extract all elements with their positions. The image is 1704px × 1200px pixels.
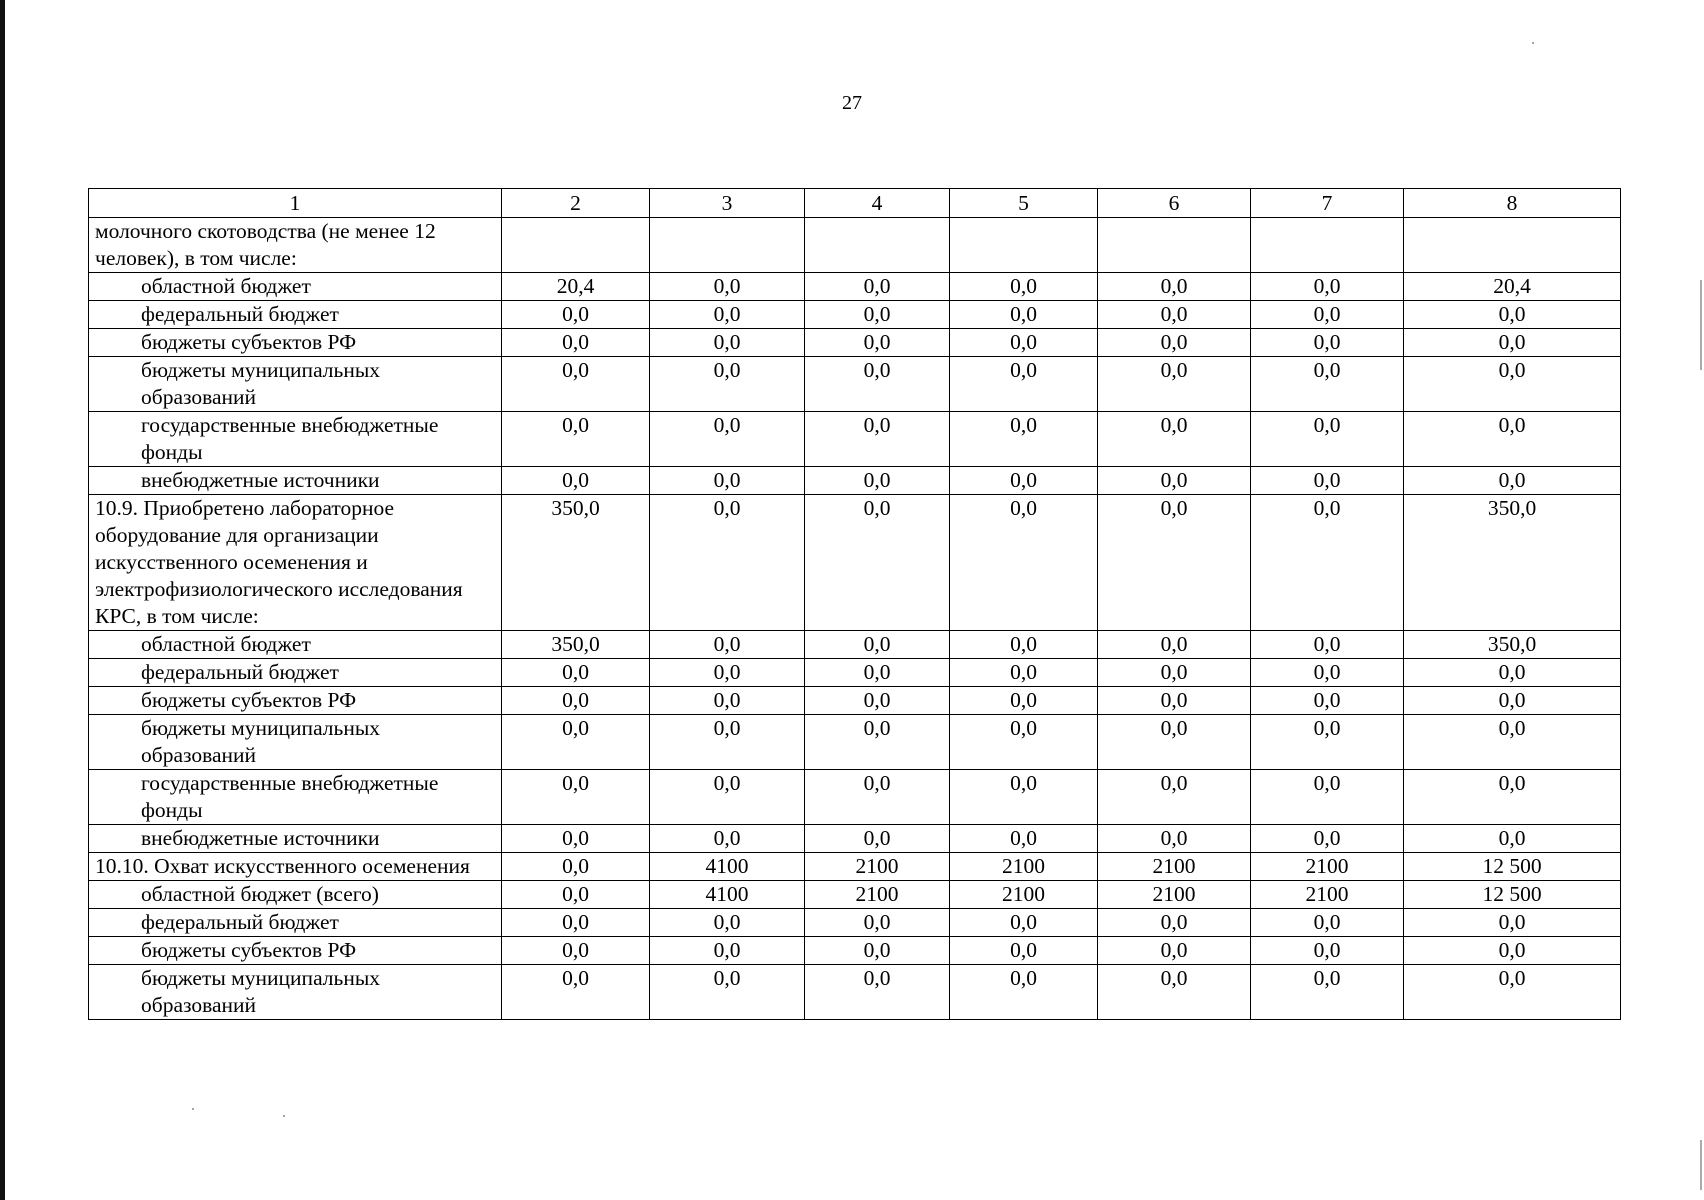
table-row [89,937,1621,965]
value-cell: 0,0 [650,495,805,631]
row-sublabel: внебюджетные источники [89,825,502,853]
table-row [89,825,1621,853]
value-cell: 0,0 [502,357,650,412]
value-cell: 0,0 [502,965,650,1020]
page-number: 27 [842,92,862,114]
value-cell: 4100 [650,881,805,909]
value-cell: 0,0 [1251,825,1404,853]
value-cell: 0,0 [502,853,650,881]
value-cell: 0,0 [805,825,950,853]
value-cell: 0,0 [650,659,805,687]
value-cell: 0,0 [650,273,805,301]
row-sublabel: государственные внебюджетные фонды [89,412,502,467]
value-cell: 0,0 [1098,909,1251,937]
table-row [89,687,1621,715]
value-cell: 0,0 [1404,825,1621,853]
value-cell: 0,0 [1251,770,1404,825]
value-cell: 0,0 [950,357,1098,412]
value-cell: 0,0 [502,329,650,357]
value-cell: 0,0 [1404,329,1621,357]
value-cell: 0,0 [650,631,805,659]
value-cell: 0,0 [950,412,1098,467]
value-cell: 20,4 [1404,273,1621,301]
table-row [89,909,1621,937]
value-cell: 0,0 [1098,412,1251,467]
row-sublabel: бюджеты муниципальных образований [89,715,502,770]
value-cell: 0,0 [1251,467,1404,495]
table-row [89,357,1621,412]
value-cell: 0,0 [650,937,805,965]
value-cell [502,218,650,273]
row-sublabel: бюджеты субъектов РФ [89,687,502,715]
value-cell: 0,0 [950,495,1098,631]
value-cell: 0,0 [805,715,950,770]
value-cell: 0,0 [1098,659,1251,687]
budget-table [88,188,1621,1020]
value-cell: 0,0 [502,770,650,825]
value-cell: 12 500 [1404,881,1621,909]
value-cell: 0,0 [650,467,805,495]
value-cell: 0,0 [805,909,950,937]
table-row [89,715,1621,770]
row-sublabel: бюджеты муниципальных образований [89,357,502,412]
row-sublabel: бюджеты муниципальных образований [89,965,502,1020]
value-cell: 0,0 [950,467,1098,495]
table-row [89,301,1621,329]
value-cell: 0,0 [1251,412,1404,467]
value-cell: 0,0 [502,301,650,329]
value-cell: 0,0 [1251,631,1404,659]
value-cell: 0,0 [650,357,805,412]
value-cell: 0,0 [1404,937,1621,965]
value-cell: 0,0 [502,937,650,965]
value-cell: 0,0 [1098,965,1251,1020]
value-cell: 0,0 [1098,301,1251,329]
value-cell: 0,0 [805,770,950,825]
row-sublabel: областной бюджет (всего) [89,881,502,909]
value-cell: 2100 [1098,881,1251,909]
table-row [89,659,1621,687]
row-sublabel: бюджеты субъектов РФ [89,329,502,357]
value-cell: 0,0 [650,301,805,329]
value-cell: 0,0 [1404,467,1621,495]
value-cell: 0,0 [1251,273,1404,301]
value-cell: 0,0 [650,965,805,1020]
value-cell: 0,0 [1251,937,1404,965]
value-cell: 0,0 [1098,467,1251,495]
row-sublabel: внебюджетные источники [89,467,502,495]
header-cell: 5 [950,189,1098,218]
value-cell: 0,0 [502,467,650,495]
value-cell: 0,0 [1098,715,1251,770]
value-cell: 0,0 [650,329,805,357]
value-cell: 0,0 [502,715,650,770]
value-cell: 2100 [950,881,1098,909]
value-cell: 0,0 [1404,715,1621,770]
value-cell: 0,0 [950,770,1098,825]
scan-speck [192,1108,194,1110]
value-cell: 2100 [805,881,950,909]
value-cell: 0,0 [650,825,805,853]
value-cell: 0,0 [1404,301,1621,329]
value-cell: 0,0 [502,825,650,853]
value-cell: 0,0 [1251,715,1404,770]
value-cell: 0,0 [805,937,950,965]
value-cell: 0,0 [1098,825,1251,853]
value-cell: 0,0 [805,495,950,631]
value-cell: 2100 [1098,853,1251,881]
value-cell [805,218,950,273]
value-cell: 0,0 [805,687,950,715]
value-cell: 0,0 [950,715,1098,770]
value-cell [1404,218,1621,273]
value-cell: 350,0 [502,631,650,659]
value-cell: 0,0 [1251,329,1404,357]
header-cell: 4 [805,189,950,218]
scan-edge-mark [1700,280,1702,370]
value-cell: 0,0 [650,412,805,467]
table-body [89,218,1621,1020]
table-row [89,218,1621,273]
value-cell: 0,0 [805,412,950,467]
table-row [89,770,1621,825]
value-cell: 0,0 [502,659,650,687]
value-cell [650,218,805,273]
row-sublabel: федеральный бюджет [89,301,502,329]
value-cell: 2100 [805,853,950,881]
row-sublabel: областной бюджет [89,631,502,659]
table-row [89,412,1621,467]
row-label: 10.10. Охват искусственного осеменения [89,853,502,881]
value-cell [950,218,1098,273]
value-cell: 4100 [650,853,805,881]
value-cell: 0,0 [650,909,805,937]
value-cell: 0,0 [650,715,805,770]
value-cell: 0,0 [950,909,1098,937]
value-cell: 12 500 [1404,853,1621,881]
header-cell: 8 [1404,189,1621,218]
row-sublabel: федеральный бюджет [89,659,502,687]
value-cell: 0,0 [1404,965,1621,1020]
value-cell: 0,0 [950,301,1098,329]
table-row [89,853,1621,881]
value-cell: 0,0 [805,659,950,687]
value-cell: 0,0 [950,937,1098,965]
value-cell: 0,0 [950,631,1098,659]
table-row [89,273,1621,301]
value-cell: 0,0 [1404,687,1621,715]
value-cell: 0,0 [1251,687,1404,715]
scan-left-edge [0,0,5,1200]
value-cell: 0,0 [1404,659,1621,687]
value-cell: 0,0 [1251,301,1404,329]
table-row [89,631,1621,659]
value-cell: 0,0 [950,329,1098,357]
value-cell [1098,218,1251,273]
value-cell: 0,0 [805,631,950,659]
value-cell: 0,0 [805,965,950,1020]
value-cell: 0,0 [1404,770,1621,825]
value-cell: 0,0 [1098,770,1251,825]
row-sublabel: федеральный бюджет [89,909,502,937]
value-cell: 0,0 [950,273,1098,301]
value-cell: 0,0 [502,881,650,909]
value-cell: 2100 [1251,881,1404,909]
header-cell: 2 [502,189,650,218]
value-cell: 0,0 [650,770,805,825]
value-cell: 2100 [950,853,1098,881]
value-cell: 0,0 [950,687,1098,715]
value-cell: 0,0 [1404,357,1621,412]
value-cell: 0,0 [1251,495,1404,631]
row-label: молочного скотоводства (не менее 12 человек), в том числе: [89,218,502,273]
value-cell: 0,0 [950,965,1098,1020]
value-cell: 0,0 [1404,909,1621,937]
value-cell: 0,0 [805,301,950,329]
value-cell: 0,0 [1251,659,1404,687]
value-cell: 0,0 [502,687,650,715]
row-sublabel: областной бюджет [89,273,502,301]
value-cell: 350,0 [502,495,650,631]
value-cell: 0,0 [1098,273,1251,301]
scan-speck [1532,42,1534,44]
value-cell: 0,0 [805,329,950,357]
value-cell: 0,0 [805,357,950,412]
value-cell: 0,0 [650,687,805,715]
header-cell: 6 [1098,189,1251,218]
value-cell: 0,0 [1404,412,1621,467]
value-cell: 0,0 [950,825,1098,853]
value-cell: 0,0 [1098,357,1251,412]
value-cell: 0,0 [1098,631,1251,659]
value-cell: 350,0 [1404,495,1621,631]
header-cell: 3 [650,189,805,218]
value-cell: 2100 [1251,853,1404,881]
table-row [89,495,1621,631]
value-cell: 0,0 [805,467,950,495]
value-cell: 0,0 [502,412,650,467]
value-cell: 0,0 [1098,687,1251,715]
value-cell: 0,0 [1251,965,1404,1020]
value-cell: 0,0 [1098,495,1251,631]
value-cell [1251,218,1404,273]
table-row [89,329,1621,357]
row-sublabel: государственные внебюджетные фонды [89,770,502,825]
value-cell: 350,0 [1404,631,1621,659]
row-label: 10.9. Приобретено лабораторное оборудование для организации искусственного осеменения и электрофизиологического исследования КРС, в том числе: [89,495,502,631]
row-sublabel: бюджеты субъектов РФ [89,937,502,965]
value-cell: 20,4 [502,273,650,301]
value-cell: 0,0 [1098,329,1251,357]
header-cell: 7 [1251,189,1404,218]
scan-speck [283,1115,285,1117]
header-row [89,189,1621,218]
value-cell: 0,0 [502,909,650,937]
value-cell: 0,0 [950,659,1098,687]
scan-edge-mark [1700,1140,1702,1190]
value-cell: 0,0 [1251,909,1404,937]
value-cell: 0,0 [1098,937,1251,965]
header-cell: 1 [89,189,502,218]
table-row [89,467,1621,495]
value-cell: 0,0 [805,273,950,301]
value-cell: 0,0 [1251,357,1404,412]
table-row [89,965,1621,1020]
table-row [89,881,1621,909]
